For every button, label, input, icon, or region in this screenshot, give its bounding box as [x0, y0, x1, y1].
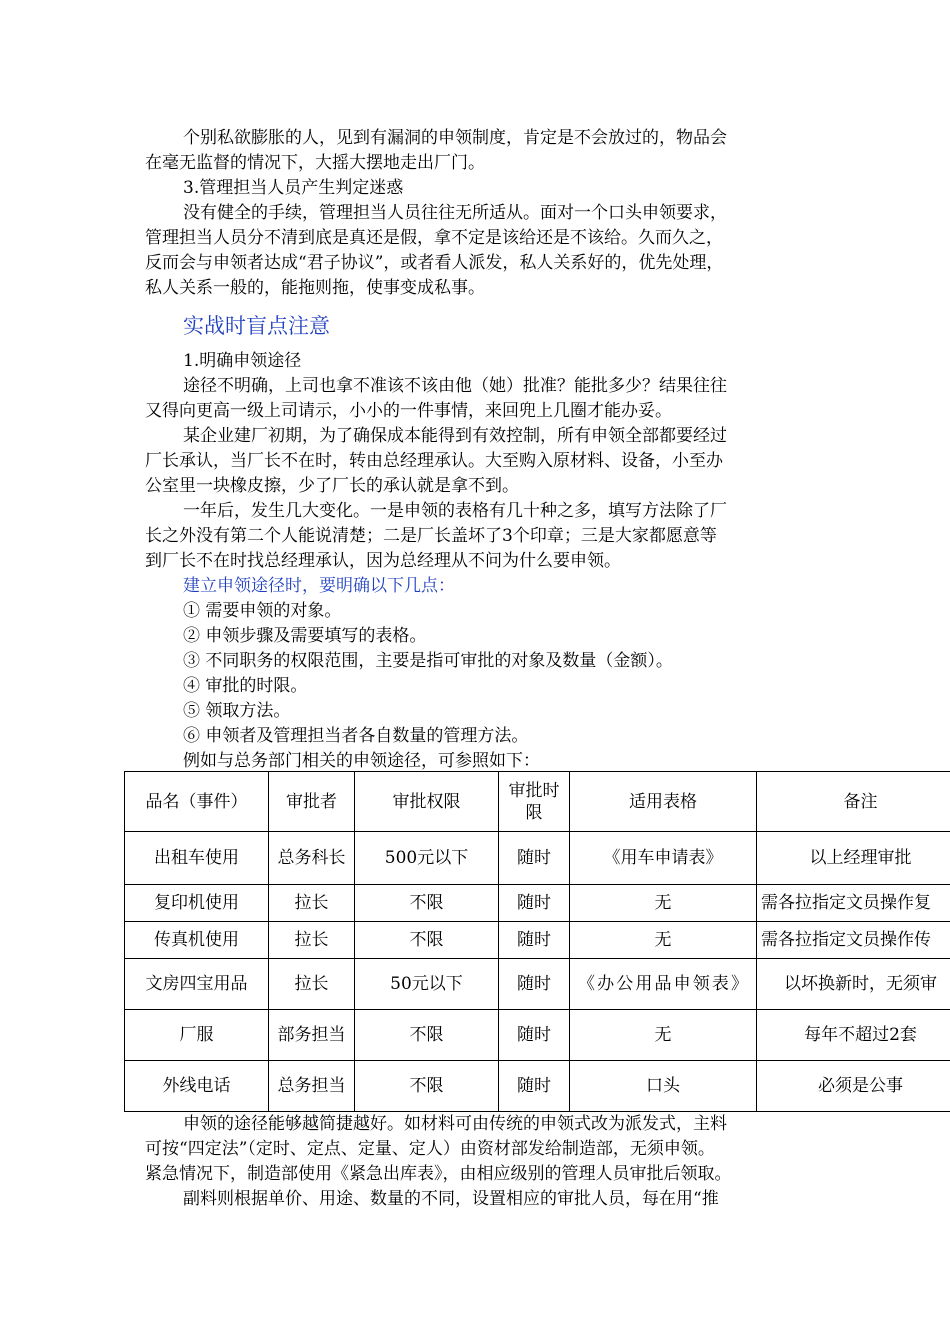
table-cell: 需各拉指定文员操作传: [757, 922, 950, 959]
table-cell: 总务担当: [269, 1061, 355, 1112]
table-cell: 随时: [499, 922, 570, 959]
header-cell: 审批权限: [355, 772, 499, 832]
table-cell: 拉长: [269, 922, 355, 959]
paragraph-line: 申领的途径能够越简捷越好。如材料可由传统的申领式改为派发式，主料: [183, 1114, 727, 1134]
list-item: ④ 审批的时限。: [183, 676, 308, 696]
paragraph-line: 私人关系一般的，能拖则拖，使事变成私事。: [145, 278, 485, 298]
table-cell: 随时: [499, 959, 570, 1010]
paragraph-line: 可按“四定法”（定时、定点、定量、定人）由资材部发给制造部，无须申领。: [145, 1139, 715, 1159]
table-cell: 外线电话: [125, 1061, 269, 1112]
section-heading: 实战时盲点注意: [183, 314, 330, 338]
table-cell: 随时: [499, 1061, 570, 1112]
table-row: [125, 922, 950, 959]
table-cell: 不限: [355, 1010, 499, 1061]
list-item: ① 需要申领的对象。: [183, 601, 342, 621]
paragraph-line: 例如与总务部门相关的申领途径，可参照如下：: [183, 751, 540, 771]
table-cell: 不限: [355, 885, 499, 922]
table-cell: 500元以下: [355, 832, 499, 885]
table-cell: 文房四宝用品: [125, 959, 269, 1010]
table-cell: 总务科长: [269, 832, 355, 885]
list-item: ③ 不同职务的权限范围，主要是指可审批的对象及数量（金额）。: [183, 651, 673, 671]
table-cell: 无: [570, 922, 757, 959]
table-cell: 传真机使用: [125, 922, 269, 959]
list-item: ⑥ 申领者及管理担当者各自数量的管理方法。: [183, 726, 529, 746]
approval-route-table: [124, 771, 950, 1112]
table-cell: 《办公用品申领表》: [570, 959, 757, 1010]
table-cell: 每年不超过2套: [757, 1010, 950, 1061]
table-cell: 不限: [355, 922, 499, 959]
table-cell: 随时: [499, 885, 570, 922]
table-cell: 口头: [570, 1061, 757, 1112]
paragraph-line: 副料则根据单价、用途、数量的不同，设置相应的审批人员，每在用“推: [183, 1189, 719, 1209]
paragraph-line: 紧急情况下，制造部使用《紧急出库表》，由相应级别的管理人员审批后领取。: [145, 1164, 732, 1184]
table-cell: 必须是公事: [757, 1061, 950, 1112]
paragraph-line: 一年后，发生几大变化。一是申领的表格有几十种之多，填写方法除了厂: [183, 501, 727, 521]
subheading-3: 3.管理担当人员产生判定迷惑: [183, 178, 404, 198]
table-cell: 需各拉指定文员操作复: [757, 885, 950, 922]
paragraph-line: 途径不明确，上司也拿不准该不该由他（她）批准？能批多少？结果往往: [183, 376, 727, 396]
header-cell: 备注: [757, 772, 950, 832]
table-cell: 以坏换新时，无须审: [757, 959, 950, 1010]
table-cell: 50元以下: [355, 959, 499, 1010]
paragraph-line: 在毫无监督的情况下，大摇大摆地走出厂门。: [145, 153, 485, 173]
paragraph-line: 个别私欲膨胀的人，见到有漏洞的申领制度，肯定是不会放过的，物品会: [183, 128, 727, 148]
subheading-1: 1.明确申领途径: [183, 351, 302, 371]
paragraph-line: 厂长承认，当厂长不在时，转由总经理承认。大至购入原材料、设备，小至办: [145, 451, 723, 471]
paragraph-line: 反而会与申领者达成“君子协议”，或者看人派发，私人关系好的，优先处理，: [145, 253, 724, 273]
table-cell: 无: [570, 1010, 757, 1061]
header-cell: 品名（事件）: [125, 772, 269, 832]
table-cell: 不限: [355, 1061, 499, 1112]
paragraph-line: 没有健全的手续，管理担当人员往往无所适从。面对一个口头申领要求，: [183, 203, 727, 223]
list-item: ⑤ 领取方法。: [183, 701, 291, 721]
paragraph-line: 长之外没有第二个人能说清楚；二是厂长盖坏了3个印章；三是大家都愿意等: [145, 526, 717, 546]
paragraph-line: 某企业建厂初期，为了确保成本能得到有效控制，所有申领全部都要经过: [183, 426, 727, 446]
table-cell: 复印机使用: [125, 885, 269, 922]
table-row: [125, 832, 950, 885]
paragraph-line: 到厂长不在时找总经理承认，因为总经理从不问为什么要申领。: [145, 551, 621, 571]
table-row: [125, 959, 950, 1010]
table-cell: 拉长: [269, 885, 355, 922]
header-cell: 审批时限: [499, 772, 570, 832]
table-cell: 部务担当: [269, 1010, 355, 1061]
paragraph-line: 又得向更高一级上司请示，小小的一件事情，来回兜上几圈才能办妥。: [145, 401, 672, 421]
paragraph-line: 管理担当人员分不清到底是真还是假，拿不定是该给还是不该给。久而久之，: [145, 228, 723, 248]
highlight-line: 建立申领途径时，要明确以下几点：: [183, 576, 455, 596]
table-cell: 出租车使用: [125, 832, 269, 885]
paragraph-line: 公室里一块橡皮擦，少了厂长的承认就是拿不到。: [145, 476, 519, 496]
table-row: [125, 885, 950, 922]
table-cell: 随时: [499, 1010, 570, 1061]
table-row: [125, 1010, 950, 1061]
table-cell: 无: [570, 885, 757, 922]
header-cell: 审批者: [269, 772, 355, 832]
list-item: ② 申领步骤及需要填写的表格。: [183, 626, 427, 646]
table-cell: 以上经理审批: [757, 832, 950, 885]
header-cell: 适用表格: [570, 772, 757, 832]
table-cell: 厂服: [125, 1010, 269, 1061]
table-cell: 《用车申请表》: [570, 832, 757, 885]
table-row: [125, 1061, 950, 1112]
table-cell: 拉长: [269, 959, 355, 1010]
table-header-row: [125, 772, 950, 832]
table-cell: 随时: [499, 832, 570, 885]
